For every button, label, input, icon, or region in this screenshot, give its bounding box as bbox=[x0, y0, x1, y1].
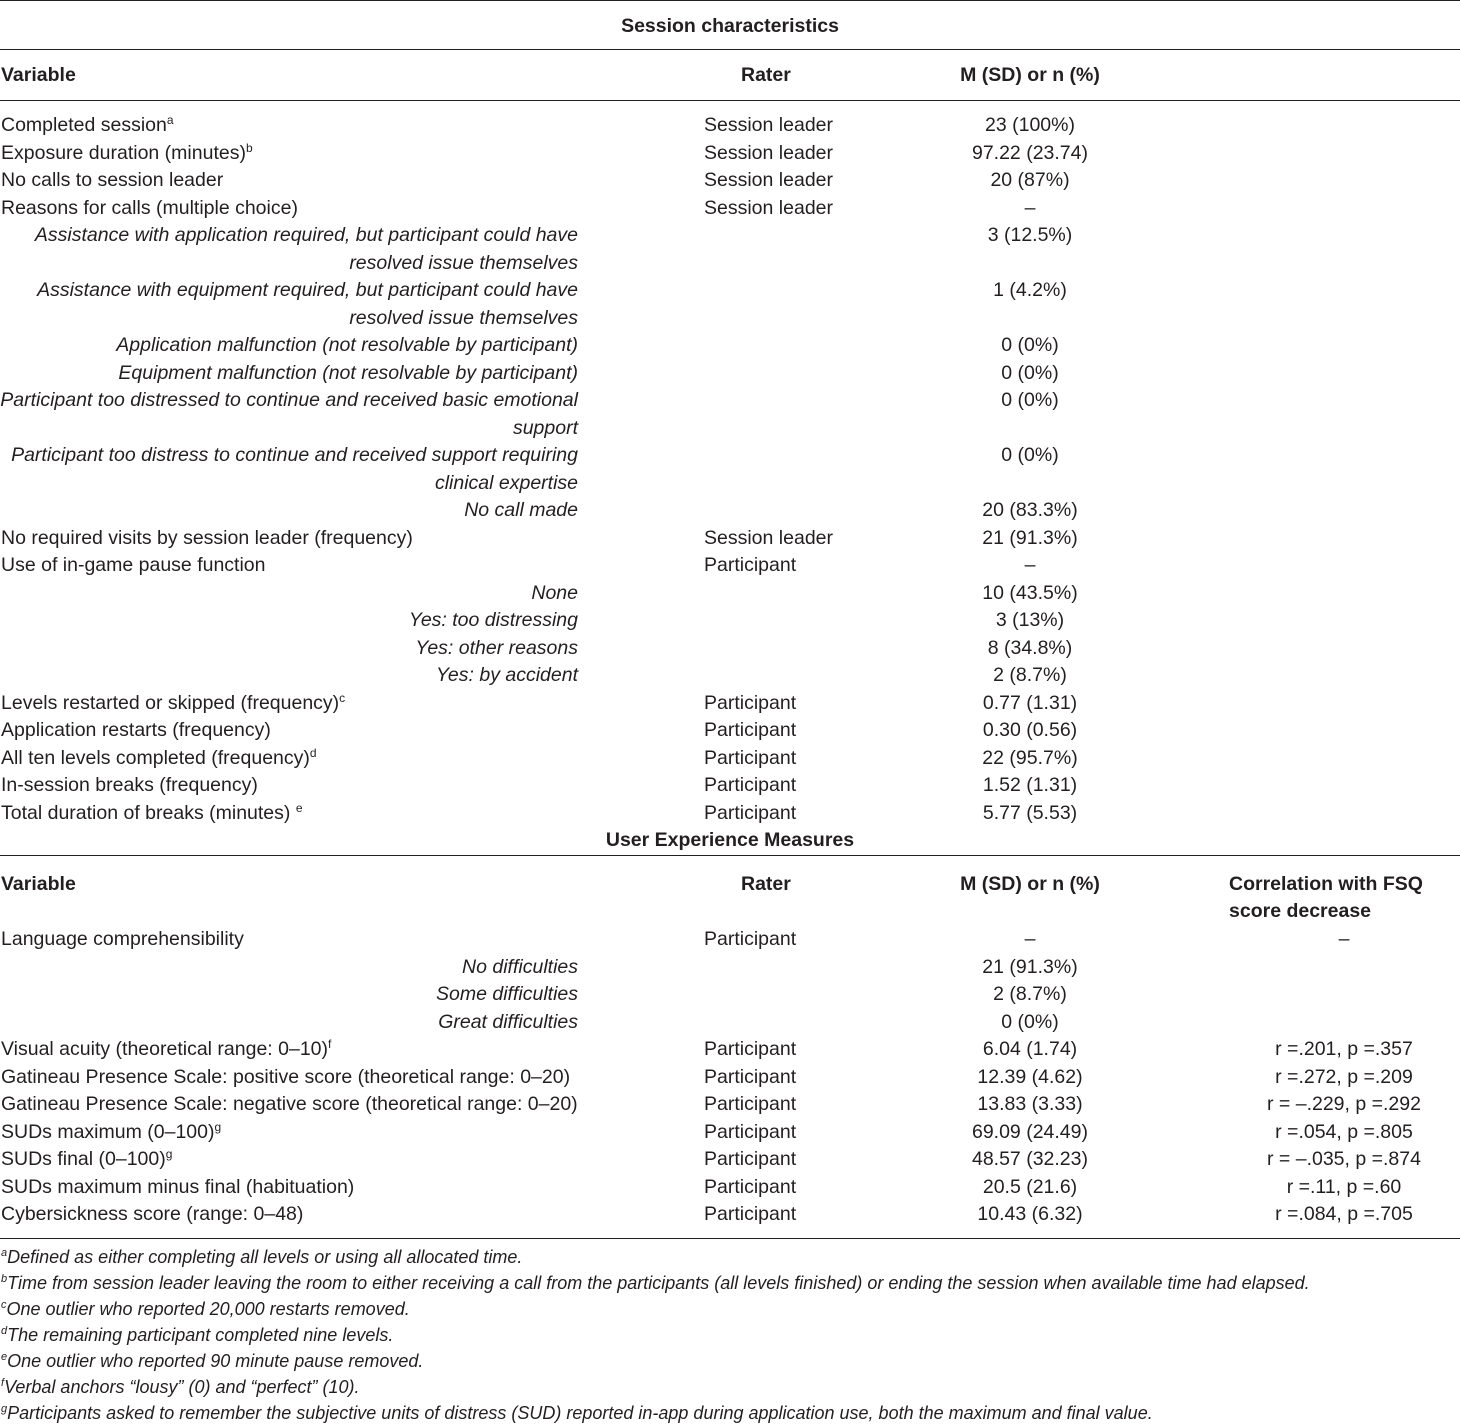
m-sd-cell: – bbox=[1024, 196, 1036, 219]
table-row bbox=[0, 1009, 1460, 1037]
variable-cell bbox=[1, 167, 223, 195]
footnote-mark: b bbox=[245, 140, 253, 155]
m-sd-cell: 0 (0%) bbox=[1001, 389, 1059, 411]
variable-cell bbox=[1, 800, 303, 828]
m-sd-cell: 13.83 (3.33) bbox=[977, 1093, 1083, 1115]
table-row bbox=[0, 580, 1460, 608]
variable-label: Levels restarted or skipped (frequency) bbox=[1, 691, 340, 714]
header-rule-session bbox=[0, 100, 1460, 101]
variable-label: Cybersickness score (range: 0–48) bbox=[1, 1203, 304, 1225]
m-sd-cell: 2 (8.7%) bbox=[993, 664, 1067, 686]
footnote-mark: g bbox=[1, 1403, 8, 1415]
table-row bbox=[0, 1064, 1460, 1092]
variable-label: No calls to session leader bbox=[1, 169, 224, 191]
rater-cell: Session leader bbox=[704, 196, 833, 219]
sub-item-label: None bbox=[531, 581, 578, 604]
bottom-rule bbox=[0, 1238, 1460, 1239]
header-rater: Rater bbox=[741, 873, 791, 895]
m-sd-cell: 10.43 (6.32) bbox=[977, 1203, 1083, 1225]
header-correlation-line2: score decrease bbox=[1229, 900, 1372, 922]
footnote-mark: d bbox=[1, 1325, 8, 1337]
rater-cell: Session leader bbox=[704, 169, 833, 191]
variable-label: Gatineau Presence Scale: positive score (theoretical range: 0–20) bbox=[1, 1065, 571, 1088]
footnote-mark: a bbox=[1, 1247, 8, 1259]
rater-cell: Participant bbox=[704, 801, 797, 824]
header-variable: Variable bbox=[1, 64, 76, 86]
rater-cell: Participant bbox=[704, 719, 797, 741]
footnote-text: Verbal anchors “lousy” (0) and “perfect” (10). bbox=[4, 1377, 360, 1397]
m-sd-cell: 21 (91.3%) bbox=[982, 526, 1078, 549]
variable-label: Gatineau Presence Scale: negative score (theoretical range: 0–20) bbox=[1, 1093, 578, 1115]
footnote-mark: e bbox=[295, 800, 303, 815]
variable-label: Exposure duration (minutes) bbox=[1, 141, 246, 164]
variable-cell bbox=[1, 1036, 331, 1064]
variable-cell bbox=[1, 772, 258, 800]
variable-label: Language comprehensibility bbox=[1, 928, 244, 950]
table-row bbox=[0, 222, 1460, 277]
rater-cell: Participant bbox=[704, 1175, 797, 1198]
variable-cell bbox=[1, 140, 253, 168]
rater-cell: Participant bbox=[704, 691, 797, 714]
header-variable: Variable bbox=[1, 873, 76, 895]
footnote bbox=[1, 1322, 393, 1348]
correlation-cell: r = –.035, p =.874 bbox=[1267, 1148, 1421, 1170]
m-sd-cell: 0.30 (0.56) bbox=[982, 719, 1078, 741]
table-row bbox=[0, 1174, 1460, 1202]
footnote-mark: g bbox=[214, 1119, 222, 1134]
m-sd-cell: 21 (91.3%) bbox=[982, 955, 1078, 978]
variable-label: Use of in-game pause function bbox=[1, 554, 266, 576]
table-row bbox=[0, 525, 1460, 553]
table-row bbox=[0, 277, 1460, 332]
table-row bbox=[0, 772, 1460, 800]
table-row bbox=[0, 387, 1460, 442]
header-m-sd: M (SD) or n (%) bbox=[960, 873, 1100, 895]
m-sd-cell: 3 (13%) bbox=[995, 609, 1065, 631]
variable-label: No required visits by session leader (frequency) bbox=[1, 526, 413, 549]
variable-cell bbox=[1, 1119, 221, 1147]
m-sd-cell: 0.77 (1.31) bbox=[982, 691, 1078, 714]
rater-cell: Participant bbox=[704, 1038, 797, 1060]
m-sd-cell: 0 (0%) bbox=[1001, 1010, 1059, 1033]
footnote bbox=[1, 1296, 410, 1322]
footnote-mark: d bbox=[309, 745, 317, 760]
variable-label: Application restarts (frequency) bbox=[1, 719, 271, 741]
table-row bbox=[0, 717, 1460, 745]
footnote bbox=[1, 1270, 1310, 1296]
rater-cell: Participant bbox=[704, 1120, 797, 1143]
sub-item-label: Yes: other reasons bbox=[415, 636, 578, 659]
table-row bbox=[0, 497, 1460, 525]
table-row bbox=[0, 690, 1460, 718]
sub-item-label: Yes: by accident bbox=[435, 664, 578, 686]
table-row bbox=[0, 1091, 1460, 1119]
footnote-mark: c bbox=[339, 690, 346, 705]
m-sd-cell: 10 (43.5%) bbox=[982, 581, 1078, 604]
table-row bbox=[0, 926, 1460, 954]
variable-label: SUDs maximum (0–100) bbox=[1, 1120, 215, 1143]
rater-cell: Session leader bbox=[704, 114, 833, 136]
footnote bbox=[1, 1348, 423, 1374]
session-rows bbox=[0, 112, 1460, 827]
sub-item-label: Great difficulties bbox=[438, 1010, 578, 1033]
m-sd-cell: 2 (8.7%) bbox=[993, 983, 1067, 1005]
m-sd-cell: 1.52 (1.31) bbox=[982, 774, 1078, 796]
m-sd-cell: 3 (12.5%) bbox=[987, 224, 1073, 246]
m-sd-cell: 69.09 (24.49) bbox=[971, 1120, 1088, 1143]
m-sd-cell: 6.04 (1.74) bbox=[982, 1038, 1078, 1060]
footnote-text: Participants asked to remember the subjective units of distress (SUD) reported in-app during application use, both the maximum and final value. bbox=[7, 1403, 1153, 1423]
header-rater: Rater bbox=[741, 64, 791, 86]
rater-cell: Participant bbox=[704, 554, 797, 576]
table-row bbox=[0, 332, 1460, 360]
footnote-text: One outlier who reported 90 minute pause removed. bbox=[7, 1351, 424, 1371]
sub-item-label: Assistance with equipment required, but participant could have resolved issue themselves bbox=[37, 279, 578, 329]
table-row bbox=[0, 745, 1460, 773]
section-title-session: Session characteristics bbox=[621, 15, 839, 37]
rater-cell: Participant bbox=[704, 1203, 797, 1225]
m-sd-cell: 20.5 (21.6) bbox=[982, 1175, 1078, 1198]
variable-cell bbox=[1, 552, 266, 580]
correlation-cell: r =.11, p =.60 bbox=[1286, 1175, 1402, 1198]
table-row bbox=[0, 1146, 1460, 1174]
variable-cell bbox=[1, 926, 244, 954]
m-sd-cell: 0 (0%) bbox=[1001, 361, 1059, 384]
variable-label: In-session breaks (frequency) bbox=[1, 774, 258, 796]
footnote-text: Defined as either completing all levels or using all allocated time. bbox=[7, 1247, 523, 1267]
sub-item-label: Some difficulties bbox=[436, 983, 578, 1005]
sub-item-label: Yes: too distressing bbox=[408, 609, 578, 631]
correlation-cell: r =.054, p =.805 bbox=[1275, 1120, 1413, 1143]
correlation-cell: r =.084, p =.705 bbox=[1275, 1203, 1413, 1225]
footnote-mark: g bbox=[165, 1147, 173, 1161]
m-sd-cell: 8 (34.8%) bbox=[987, 636, 1073, 659]
m-sd-cell: 5.77 (5.53) bbox=[982, 801, 1078, 824]
variable-label: SUDs final (0–100) bbox=[1, 1148, 166, 1170]
variable-cell bbox=[1, 1146, 172, 1174]
footnote-mark: f bbox=[1, 1377, 5, 1389]
table-row bbox=[0, 360, 1460, 388]
footnote-text: Time from session leader leaving the room to either receiving a call from the participants (all levels finished) or ending the session when available time had elapsed. bbox=[7, 1273, 1310, 1293]
variable-label: SUDs maximum minus final (habituation) bbox=[1, 1175, 355, 1198]
table-row bbox=[0, 195, 1460, 223]
sub-item-label: Equipment malfunction (not resolvable by participant) bbox=[118, 361, 578, 384]
m-sd-cell: – bbox=[1024, 554, 1036, 576]
top-rule bbox=[0, 0, 1460, 1]
table-row bbox=[0, 954, 1460, 982]
section-title-rule bbox=[0, 49, 1460, 50]
header-m-sd: M (SD) or n (%) bbox=[960, 64, 1100, 86]
correlation-cell: r =.201, p =.357 bbox=[1275, 1038, 1413, 1060]
m-sd-cell: 48.57 (32.23) bbox=[971, 1148, 1088, 1170]
footnote-mark: a bbox=[166, 113, 174, 127]
footnote-mark: c bbox=[1, 1299, 7, 1311]
sub-item-label: No difficulties bbox=[462, 955, 578, 978]
table-row bbox=[0, 607, 1460, 635]
sub-item-label: Participant too distressed to continue and received basic emotional support bbox=[0, 389, 578, 439]
m-sd-cell: 0 (0%) bbox=[1001, 444, 1059, 466]
footnote-mark: e bbox=[1, 1351, 8, 1363]
footnote-mark: f bbox=[328, 1037, 332, 1051]
table-row bbox=[0, 140, 1460, 168]
correlation-cell: r =.272, p =.209 bbox=[1275, 1065, 1413, 1088]
variable-label: Total duration of breaks (minutes) bbox=[1, 801, 296, 824]
variable-label: Reasons for calls (multiple choice) bbox=[1, 196, 298, 219]
section-title-ux: User Experience Measures bbox=[605, 829, 855, 851]
variable-cell bbox=[1, 745, 317, 773]
table-row bbox=[0, 442, 1460, 497]
m-sd-cell: – bbox=[1024, 928, 1036, 950]
ux-rows bbox=[0, 926, 1460, 1229]
sub-item-label: No call made bbox=[464, 499, 578, 521]
correlation-cell: r = –.229, p =.292 bbox=[1267, 1093, 1421, 1115]
rater-cell: Session leader bbox=[704, 141, 833, 164]
rater-cell: Session leader bbox=[704, 526, 833, 549]
m-sd-cell: 0 (0%) bbox=[1001, 334, 1059, 356]
table-row bbox=[0, 800, 1460, 828]
table-row bbox=[0, 635, 1460, 663]
section2-title-rule bbox=[0, 855, 1460, 856]
variable-cell bbox=[1, 717, 271, 745]
variable-cell bbox=[1, 112, 174, 140]
m-sd-cell: 20 (87%) bbox=[990, 169, 1070, 191]
variable-cell bbox=[1, 1174, 354, 1202]
m-sd-cell: 23 (100%) bbox=[985, 114, 1075, 136]
variable-label: All ten levels completed (frequency) bbox=[1, 746, 310, 769]
variable-cell bbox=[1, 1064, 570, 1092]
footnote-text: The remaining participant completed nine levels. bbox=[7, 1325, 394, 1345]
rater-cell: Participant bbox=[704, 1093, 797, 1115]
correlation-cell: – bbox=[1338, 928, 1350, 950]
sub-item-label: Application malfunction (not resolvable by participant) bbox=[116, 334, 578, 356]
m-sd-cell: 12.39 (4.62) bbox=[977, 1065, 1083, 1088]
footnote bbox=[1, 1374, 360, 1400]
variable-label: Completed session bbox=[1, 114, 167, 136]
table-row bbox=[0, 1201, 1460, 1229]
footnote-text: One outlier who reported 20,000 restarts removed. bbox=[6, 1299, 410, 1319]
sub-item-label: Participant too distress to continue and received support requiring clinical expertise bbox=[11, 444, 578, 494]
table-row bbox=[0, 662, 1460, 690]
table-row bbox=[0, 1119, 1460, 1147]
variable-cell bbox=[1, 1201, 303, 1229]
variable-label: Visual acuity (theoretical range: 0–10) bbox=[1, 1038, 328, 1060]
m-sd-cell: 97.22 (23.74) bbox=[971, 141, 1088, 164]
footnote bbox=[1, 1244, 522, 1270]
m-sd-cell: 20 (83.3%) bbox=[982, 499, 1078, 521]
table-row bbox=[0, 112, 1460, 140]
variable-cell bbox=[1, 690, 345, 718]
table-row bbox=[0, 1036, 1460, 1064]
rater-cell: Participant bbox=[704, 774, 797, 796]
variable-cell bbox=[1, 1091, 578, 1119]
variable-cell bbox=[1, 525, 413, 553]
variable-cell bbox=[1, 195, 298, 223]
table-row bbox=[0, 981, 1460, 1009]
sub-item-label: Assistance with application required, but participant could have resolved issue themselves bbox=[34, 224, 578, 274]
table-row bbox=[0, 552, 1460, 580]
footnote-mark: b bbox=[1, 1273, 8, 1285]
rater-cell: Participant bbox=[704, 1148, 797, 1170]
rater-cell: Participant bbox=[704, 1065, 797, 1088]
rater-cell: Participant bbox=[704, 928, 797, 950]
m-sd-cell: 1 (4.2%) bbox=[993, 279, 1067, 301]
rater-cell: Participant bbox=[704, 746, 797, 769]
table-row bbox=[0, 167, 1460, 195]
m-sd-cell: 22 (95.7%) bbox=[982, 746, 1078, 769]
footnote bbox=[1, 1400, 1153, 1426]
header-correlation-line1: Correlation with FSQ bbox=[1229, 873, 1423, 895]
